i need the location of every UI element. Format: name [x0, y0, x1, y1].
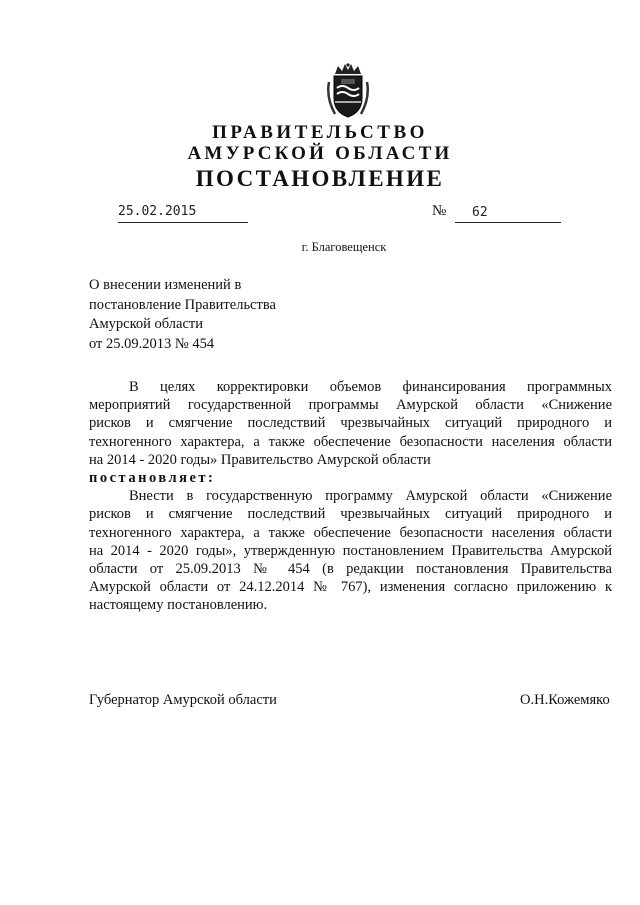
body-line: техногенного характера, а также обеспечение безопасности населения области	[89, 524, 612, 541]
document-date: 25.02.2015	[118, 204, 197, 219]
city: г. Благовещенск	[301, 240, 387, 254]
body-text	[89, 378, 612, 615]
body-line: В целях корректировки объемов финансирования программных	[129, 379, 612, 395]
number-sign: №	[432, 203, 447, 219]
number-underline	[455, 222, 561, 223]
body-line: рисков и смягчение последствий чрезвычайных ситуаций природного и	[89, 415, 612, 432]
body-line: Внести в государственную программу Амурской области «Снижение	[129, 488, 612, 505]
body-line: техногенного характера, а также обеспечение безопасности населения области	[89, 433, 612, 450]
subject-line: от 25.09.2013 № 454	[89, 335, 215, 352]
body-line: на 2014 - 2020 годы» Правительство Амурской области	[89, 451, 431, 468]
document-number: 62	[472, 205, 488, 220]
org-name-line1: ПРАВИТЕЛЬСТВО	[212, 122, 428, 143]
document-type: ПОСТАНОВЛЕНИЕ	[195, 166, 445, 191]
body-line: настоящему постановлению.	[89, 597, 268, 614]
date-underline	[118, 222, 248, 223]
subject-line: постановление Правительства	[89, 296, 276, 313]
body-line: мероприятий государственной программы Амурской области «Снижение	[89, 397, 612, 414]
signer-name: О.Н.Кожемяко	[520, 692, 610, 708]
body-line: Амурской области от 24.12.2014 № 767), изменения согласно приложению к	[89, 579, 612, 596]
body-line: рисков и смягчение последствий чрезвычайных ситуаций природного и	[89, 506, 612, 523]
decree-word: постановляет:	[89, 470, 216, 487]
body-line: области от 25.09.2013 № 454 (в редакции постановления Правительства	[89, 561, 612, 578]
signer-title: Губернатор Амурской области	[89, 692, 277, 708]
org-name-line2: АМУРСКОЙ ОБЛАСТИ	[187, 143, 453, 164]
subject-line: Амурской области	[89, 316, 203, 332]
coat-of-arms-icon	[325, 62, 371, 120]
body-line: на 2014 - 2020 годы», утвержденную постановлением Правительства Амурской	[89, 542, 612, 559]
subject-line: О внесении изменений в	[89, 277, 242, 293]
subject-block	[89, 276, 276, 354]
